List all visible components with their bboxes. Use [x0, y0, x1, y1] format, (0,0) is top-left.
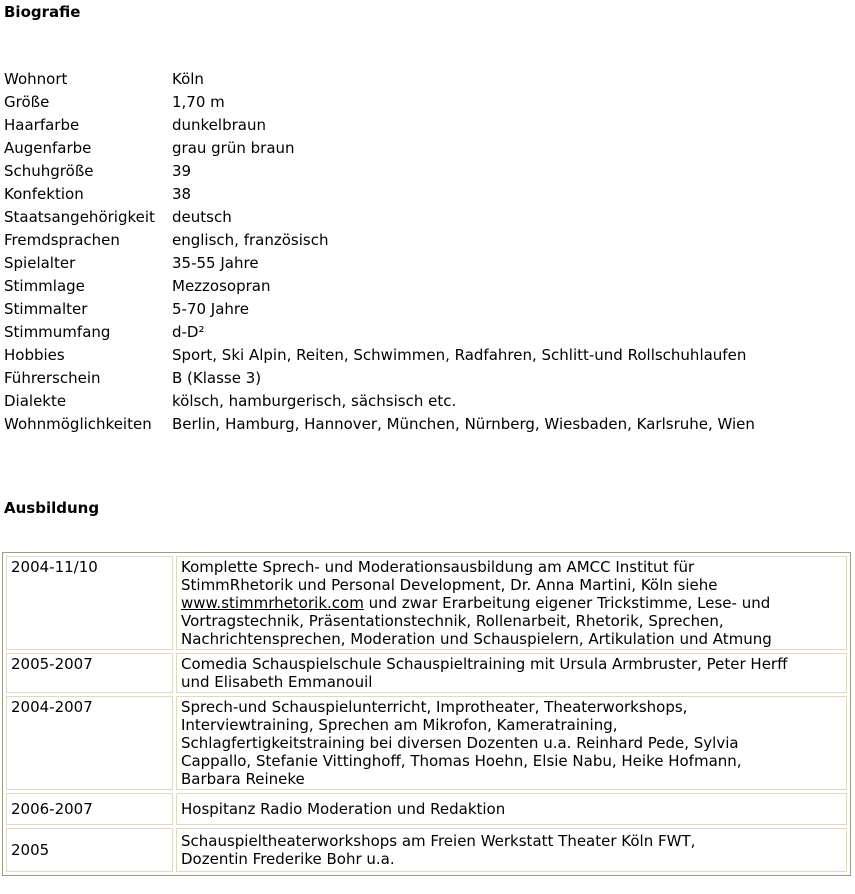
bio-label: Stimmlage: [4, 277, 85, 295]
education-row: [6, 696, 847, 790]
bio-row: [4, 137, 855, 160]
bio-value: Köln: [172, 70, 204, 88]
bio-value: grau grün braun: [172, 139, 295, 157]
bio-value: dunkelbraun: [172, 116, 266, 134]
education-row: [6, 556, 847, 650]
biografie-list: [4, 68, 855, 436]
bio-value: 1,70 m: [172, 93, 225, 111]
bio-label: Augenfarbe: [4, 139, 92, 157]
bio-label: Haarfarbe: [4, 116, 80, 134]
bio-value: deutsch: [172, 208, 232, 226]
education-description: Comedia Schauspielschule Schauspieltraining mit Ursula Armbruster, Peter Herff und Elisabeth Emmanouil: [176, 653, 847, 693]
education-period: 2004-2007: [6, 696, 173, 790]
bio-value: 38: [172, 185, 192, 203]
bio-value: Mezzosopran: [172, 277, 271, 295]
bio-row: [4, 275, 855, 298]
education-description: Komplette Sprech- und Moderationsausbildung am AMCC Institut für StimmRhetorik und Personal Development, Dr. Anna Martini, Köln siehe www.stimmrhetorik.com und zwar Erarbeitung eigener Trickstimme, Lese- und Vortragstechnik, Präsentationstechnik, Rollenarbeit, Rhetorik, Sprechen, Nachrichtensprechen, Moderation und Schauspielern, Artikulation und Atmung: [176, 556, 847, 650]
education-row: [6, 828, 847, 872]
bio-label: Stimmalter: [4, 300, 88, 318]
ausbildung-heading: Ausbildung: [4, 499, 100, 517]
education-row: [6, 653, 847, 693]
bio-row: [4, 344, 855, 367]
education-period: 2004-11/10: [6, 556, 173, 650]
bio-value: Berlin, Hamburg, Hannover, München, Nürnberg, Wiesbaden, Karlsruhe, Wien: [172, 415, 755, 433]
education-period: 2006-2007: [6, 793, 173, 825]
bio-label: Führerschein: [4, 369, 101, 387]
bio-row: [4, 229, 855, 252]
bio-label: Fremdsprachen: [4, 231, 120, 249]
bio-row: [4, 114, 855, 137]
bio-value: B (Klasse 3): [172, 369, 262, 387]
bio-value: d-D²: [172, 323, 205, 341]
bio-row: [4, 206, 855, 229]
education-period: 2005-2007: [6, 653, 173, 693]
bio-label: Staatsangehörigkeit: [4, 208, 155, 226]
biografie-heading: Biografie: [4, 3, 81, 21]
bio-row: [4, 413, 855, 436]
bio-value: Sport, Ski Alpin, Reiten, Schwimmen, Radfahren, Schlitt-und Rollschuhlaufen: [172, 346, 747, 364]
bio-label: Schuhgröße: [4, 162, 94, 180]
bio-row: [4, 367, 855, 390]
bio-value: englisch, französisch: [172, 231, 329, 249]
bio-label: Wohnmöglichkeiten: [4, 415, 152, 433]
bio-label: Konfektion: [4, 185, 84, 203]
education-period: 2005: [6, 828, 173, 872]
education-description: Schauspieltheaterworkshops am Freien Werkstatt Theater Köln FWT, Dozentin Frederike Bohr u.a.: [176, 828, 847, 872]
bio-row: [4, 390, 855, 413]
stimmrhetorik-link[interactable]: www.stimmrhetorik.com: [181, 594, 364, 612]
bio-row: [4, 91, 855, 114]
bio-row: [4, 321, 855, 344]
ausbildung-table: [2, 552, 851, 876]
bio-row: [4, 183, 855, 206]
education-row: [6, 793, 847, 825]
education-description: Hospitanz Radio Moderation und Redaktion: [176, 793, 847, 825]
bio-value: kölsch, hamburgerisch, sächsisch etc.: [172, 392, 457, 410]
bio-row: [4, 68, 855, 91]
education-description: Sprech-und Schauspielunterricht, Improtheater, Theaterworkshops, Interviewtraining, Sprechen am Mikrofon, Kameratraining, Schlagfertigkeitstraining bei diversen Dozenten u.a. Reinhard Pede, Sylvia Cappallo, Stefanie Vittinghoff, Thomas Hoehn, Elsie Nabu, Heike Hofmann, Barbara Reineke: [176, 696, 847, 790]
bio-label: Spielalter: [4, 254, 76, 272]
bio-value: 39: [172, 162, 192, 180]
bio-label: Wohnort: [4, 70, 68, 88]
bio-label: Stimmumfang: [4, 323, 111, 341]
bio-row: [4, 298, 855, 321]
bio-row: [4, 252, 855, 275]
bio-label: Dialekte: [4, 392, 67, 410]
bio-label: Hobbies: [4, 346, 65, 364]
bio-row: [4, 160, 855, 183]
bio-value: 5-70 Jahre: [172, 300, 249, 318]
bio-label: Größe: [4, 93, 50, 111]
bio-value: 35-55 Jahre: [172, 254, 259, 272]
